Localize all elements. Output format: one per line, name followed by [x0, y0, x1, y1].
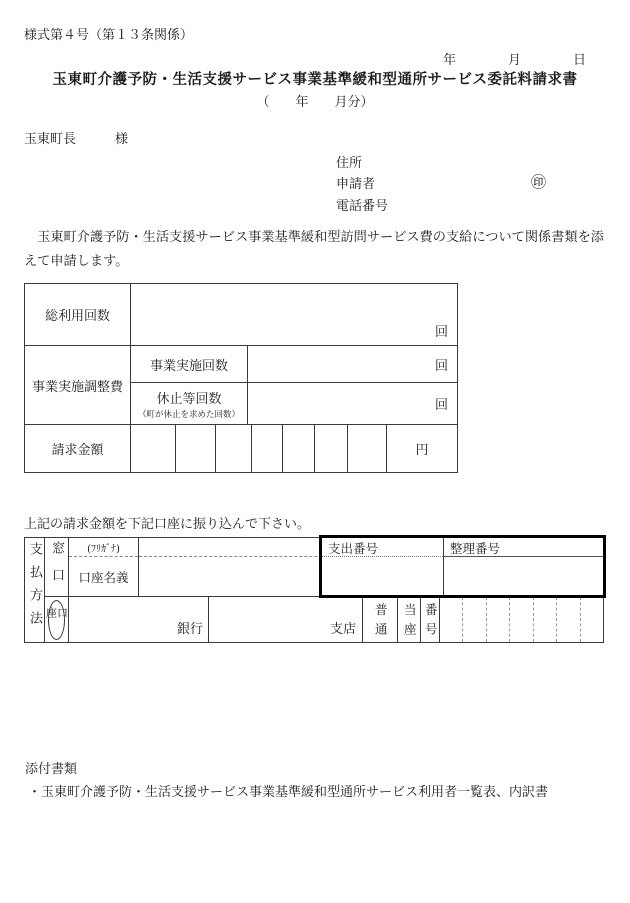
expense-number-label: 支出番号: [322, 538, 443, 557]
suspension-label-cell: [131, 383, 248, 424]
suspension-note: （町が休止を求めた回数）: [137, 409, 240, 420]
branch-suffix-label: 支店: [329, 622, 356, 637]
account-digit-cell[interactable]: [533, 597, 556, 642]
amount-digit-cell[interactable]: [216, 425, 252, 472]
account-cell: [45, 597, 68, 642]
ordinary-label: 普通: [373, 602, 389, 642]
expense-number-value-cell[interactable]: [322, 557, 443, 595]
office-use-box: [319, 535, 606, 598]
checking-label: 当座: [402, 602, 418, 642]
account-digit-cell[interactable]: [509, 597, 532, 642]
amount-row: [25, 425, 457, 472]
total-uses-label: 総利用回数: [25, 284, 131, 345]
unit-yen-label: 円: [415, 443, 429, 458]
checking-account-cell[interactable]: [398, 597, 421, 642]
attachment-item: ・玉東町介護予防・生活支援サービス事業基準緩和型通所サービス利用者一覧表、内訳書: [28, 785, 549, 800]
transfer-instruction: 上記の請求金額を下記口座に振り込んで下さい。: [24, 517, 311, 532]
account-number-digit-cells: [440, 597, 603, 642]
bank-name-cell[interactable]: [69, 597, 209, 642]
bank-row: [69, 597, 603, 642]
body-paragraph: 玉東町介護予防・生活支援サービス事業基準緩和型訪問サービス費の支給について関係書類を添えて申請します。: [24, 230, 604, 269]
branch-name-cell[interactable]: [209, 597, 363, 642]
total-uses-row: [25, 284, 457, 346]
amount-digit-cell[interactable]: [131, 425, 176, 472]
period-line: （ 年 月分）: [256, 95, 374, 110]
account-digit-cell[interactable]: [462, 597, 485, 642]
window-cell: [45, 538, 68, 597]
ordinary-account-cell[interactable]: [363, 597, 398, 642]
account-oval-mark: [44, 600, 69, 640]
account-number-header-cell: [421, 597, 440, 642]
account-digit-cell[interactable]: [440, 597, 462, 642]
account-holder-label: 口座名義: [78, 569, 129, 585]
suspension-row: [131, 383, 457, 424]
payment-table: [24, 537, 604, 643]
suspension-label: 休止等回数: [156, 391, 222, 407]
addressee-line: 玉東町長 様: [24, 132, 129, 147]
payment-method-column: [25, 538, 45, 642]
account-digit-cell[interactable]: [580, 597, 603, 642]
applicant-label: 申請者: [336, 177, 376, 192]
adjustment-rows: [25, 346, 457, 425]
seal-icon: ㊞: [531, 173, 547, 191]
amount-digit-cell[interactable]: [315, 425, 348, 472]
suspension-value-cell[interactable]: [248, 383, 457, 424]
unit-yen-cell: [387, 425, 457, 472]
channel-column: [45, 538, 69, 642]
claim-table: [24, 283, 458, 473]
amount-digit-cell[interactable]: [252, 425, 283, 472]
amount-digit-cell[interactable]: [283, 425, 315, 472]
account-label: 口座: [44, 606, 69, 625]
document-title: 玉東町介護予防・生活支援サービス事業基準緩和型通所サービス委託料請求書: [52, 71, 578, 88]
unit-count-label: 回: [434, 358, 448, 374]
address-label: 住所: [336, 156, 363, 171]
window-label: 窓口: [49, 541, 64, 595]
date-line: 年 月 日: [443, 53, 587, 68]
phone-label: 電話番号: [336, 199, 389, 214]
account-digit-cell[interactable]: [486, 597, 509, 642]
amount-label: 請求金額: [25, 425, 131, 472]
account-holder-rows: [69, 538, 603, 597]
form-number: 様式第４号（第１３条関係）: [24, 28, 194, 43]
amount-digit-cell[interactable]: [348, 425, 387, 472]
furigana-label: (ﾌﾘｶﾞﾅ): [69, 538, 138, 557]
number-label: 番号: [423, 602, 439, 642]
unit-count-label: 回: [434, 325, 448, 340]
account-digit-cell[interactable]: [556, 597, 579, 642]
implemented-value-cell[interactable]: [248, 346, 457, 382]
adjustment-label: 事業実施調整費: [25, 346, 131, 424]
reference-number-label: 整理番号: [444, 538, 603, 557]
payment-method-label: 支払方法: [27, 542, 42, 634]
implemented-row: [131, 346, 457, 383]
attachments-title: 添付書類: [25, 762, 78, 777]
total-uses-value-cell[interactable]: [131, 284, 457, 345]
unit-count-label: 回: [434, 398, 448, 413]
reference-number-value-cell[interactable]: [444, 557, 603, 595]
implemented-label: 事業実施回数: [131, 346, 248, 382]
amount-digit-cell[interactable]: [176, 425, 216, 472]
bank-suffix-label: 銀行: [176, 622, 203, 637]
